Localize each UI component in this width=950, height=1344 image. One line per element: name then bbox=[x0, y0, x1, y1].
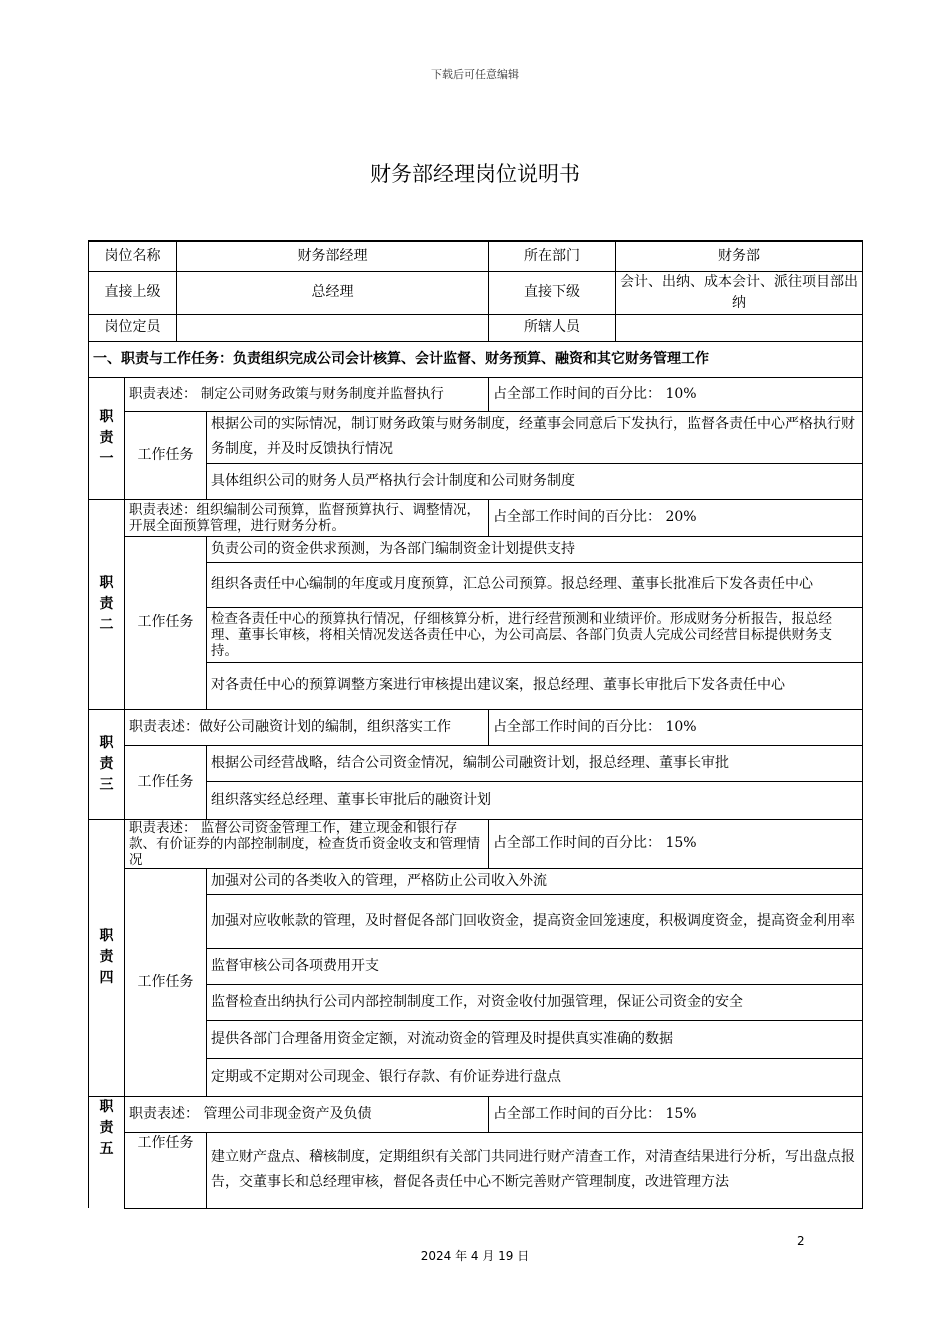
task-item: 加强对公司的各类收入的管理，严格防止公司收入外流 bbox=[207, 868, 863, 894]
post-name-value: 财务部经理 bbox=[177, 241, 489, 271]
work-task-label: 工作任务 bbox=[125, 745, 207, 819]
task-item: 提供各部门合理备用资金定额，对流动资金的管理及时提供真实准确的数据 bbox=[207, 1020, 863, 1058]
duty-description: 职责表述：组织编制公司预算，监督预算执行、调整情况，开展全面预算管理，进行财务分析。 bbox=[125, 499, 489, 536]
task-item: 加强对应收帐款的管理，及时督促各部门回收资金，提高资金回笼速度，积极调度资金，提高资金利用率 bbox=[207, 894, 863, 948]
work-task-label: 工作任务 bbox=[125, 411, 207, 499]
task-item: 具体组织公司的财务人员严格执行会计制度和公司财务制度 bbox=[207, 463, 863, 499]
task-item: 建立财产盘点、稽核制度，定期组织有关部门共同进行财产清查工作，对清查结果进行分析，写出盘点报告，交董事长和总经理审核，督促各责任中心不断完善财产管理制度，改进管理方法 bbox=[207, 1132, 863, 1208]
dept-value: 财务部 bbox=[616, 241, 863, 271]
duty-time-percentage: 占全部工作时间的百分比： 15% bbox=[489, 819, 863, 868]
superior-value: 总经理 bbox=[177, 271, 489, 314]
duty-label: 职责五 bbox=[89, 1096, 125, 1208]
duty-time-percentage: 占全部工作时间的百分比： 20% bbox=[489, 499, 863, 536]
duty-label: 职责三 bbox=[89, 709, 125, 819]
header-note: 下载后可任意编辑 bbox=[431, 68, 519, 81]
subordinate-value: 会计、出纳、成本会计、派往项目部出纳 bbox=[616, 271, 863, 314]
subordinate-label: 直接下级 bbox=[489, 271, 616, 314]
task-item: 对各责任中心的预算调整方案进行审核提出建议案，报总经理、董事长审批后下发各责任中心 bbox=[207, 662, 863, 709]
duty-time-percentage: 占全部工作时间的百分比： 10% bbox=[489, 709, 863, 745]
section-one-heading: 一、职责与工作任务：负责组织完成公司会计核算、会计监督、财务预算、融资和其它财务管理工作 bbox=[89, 341, 863, 377]
task-item: 检查各责任中心的预算执行情况，仔细核算分析，进行经营预测和业绩评价。形成财务分析报告，报总经理、董事长审核，将相关情况发送各责任中心，为公司高层、各部门负责人完成公司经营目标提供财务支持。 bbox=[207, 607, 863, 662]
page-number: 2 bbox=[797, 1234, 805, 1248]
task-item: 监督审核公司各项费用开支 bbox=[207, 948, 863, 984]
task-item: 组织各责任中心编制的年度或月度预算，汇总公司预算。报总经理、董事长批准后下发各责任中心 bbox=[207, 562, 863, 607]
task-item: 监督检查出纳执行公司内部控制制度工作，对资金收付加强管理，保证公司资金的安全 bbox=[207, 984, 863, 1020]
duty-description: 职责表述：做好公司融资计划的编制，组织落实工作 bbox=[125, 709, 489, 745]
work-task-label: 工作任务 bbox=[125, 1132, 207, 1208]
staff-value bbox=[616, 314, 863, 341]
task-item: 定期或不定期对公司现金、银行存款、有价证券进行盘点 bbox=[207, 1058, 863, 1096]
duty-description: 职责表述： 制定公司财务政策与财务制度并监督执行 bbox=[125, 377, 489, 411]
task-item: 负责公司的资金供求预测，为各部门编制资金计划提供支持 bbox=[207, 536, 863, 562]
task-item: 根据公司经营战略，结合公司资金情况，编制公司融资计划，报总经理、董事长审批 bbox=[207, 745, 863, 781]
footer-date: 2024 年 4 月 19 日 bbox=[420, 1249, 530, 1263]
work-task-label: 工作任务 bbox=[125, 536, 207, 709]
duty-description: 职责表述： 监督公司资金管理工作，建立现金和银行存款、有价证券的内部控制制度，检查货币资金收支和管理情况 bbox=[125, 819, 489, 868]
staff-label: 所辖人员 bbox=[489, 314, 616, 341]
duty-description: 职责表述： 管理公司非现金资产及负债 bbox=[125, 1096, 489, 1132]
task-item: 组织落实经总经理、董事长审批后的融资计划 bbox=[207, 781, 863, 819]
dept-label: 所在部门 bbox=[489, 241, 616, 271]
job-description-table bbox=[88, 240, 863, 1209]
post-name-label: 岗位名称 bbox=[89, 241, 177, 271]
work-task-label: 工作任务 bbox=[125, 868, 207, 1096]
duty-label: 职责一 bbox=[89, 377, 125, 499]
task-item: 根据公司的实际情况，制订财务政策与财务制度，经董事会同意后下发执行，监督各责任中心严格执行财务制度，并及时反馈执行情况 bbox=[207, 411, 863, 463]
headcount-value bbox=[177, 314, 489, 341]
duty-time-percentage: 占全部工作时间的百分比： 15% bbox=[489, 1096, 863, 1132]
duty-time-percentage: 占全部工作时间的百分比： 10% bbox=[489, 377, 863, 411]
superior-label: 直接上级 bbox=[89, 271, 177, 314]
headcount-label: 岗位定员 bbox=[89, 314, 177, 341]
duty-label: 职责二 bbox=[89, 499, 125, 709]
duty-label: 职责四 bbox=[89, 819, 125, 1096]
document-title: 财务部经理岗位说明书 bbox=[370, 162, 580, 186]
